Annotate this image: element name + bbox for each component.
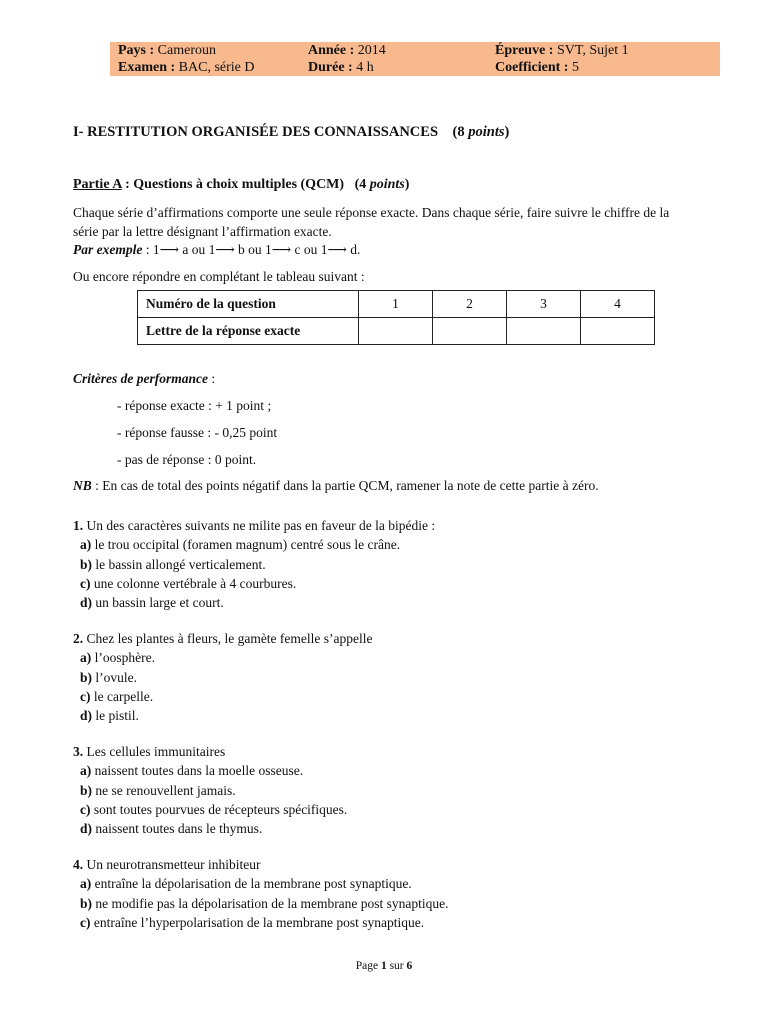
criteria-item: - réponse fausse : - 0,25 point: [117, 425, 278, 440]
instructions-paragraph: Chaque série d’affirmations comporte une seule réponse exacte. Dans chaque série, faire suivre le chiffre de la série par la lettre désignant l’affirmation exacte.: [73, 205, 670, 239]
option-d[interactable]: d) un bassin large et court.: [80, 595, 224, 611]
example-line: Par exemple : 1⟶ a ou 1⟶ b ou 1⟶ c ou 1⟶ d.: [73, 242, 361, 257]
table-intro: Ou encore répondre en complétant le tableau suivant :: [73, 269, 365, 284]
option-b[interactable]: b) l’ovule.: [80, 669, 138, 685]
option-a[interactable]: a) entraîne la dépolarisation de la membrane post synaptique.: [80, 876, 412, 892]
option-c[interactable]: c) sont toutes pourvues de récepteurs spécifiques.: [80, 801, 348, 817]
question-number-cell: 4: [581, 291, 655, 318]
answer-cell[interactable]: [433, 318, 507, 345]
criteria-item: - réponse exacte : + 1 point ;: [117, 398, 272, 413]
question-stem: 1. Un des caractères suivants ne milite pas en faveur de la bipédie :: [73, 518, 436, 533]
question-4: [73, 855, 449, 932]
option-a[interactable]: a) naissent toutes dans la moelle osseuse.: [80, 763, 304, 779]
question-stem: 3. Les cellules immunitaires: [73, 744, 226, 759]
option-a[interactable]: a) l’oosphère.: [80, 650, 155, 666]
question-stem: 2. Chez les plantes à fleurs, le gamète femelle s’appelle: [73, 631, 373, 646]
header-pays: Pays : Cameroun: [118, 43, 216, 58]
question-number-cell: 2: [433, 291, 507, 318]
header-epreuve: Épreuve : SVT, Sujet 1: [495, 43, 629, 58]
question-number-cell: 1: [359, 291, 433, 318]
option-c[interactable]: c) le carpelle.: [80, 688, 154, 704]
section-title: I- RESTITUTION ORGANISÉE DES CONNAISSANCES (8 points): [73, 124, 510, 140]
option-a[interactable]: a) le trou occipital (foramen magnum) centré sous le crâne.: [80, 537, 401, 553]
criteria-item: - pas de réponse : 0 point.: [117, 452, 257, 467]
option-c[interactable]: c) entraîne l’hyperpolarisation de la membrane post synaptique.: [80, 914, 425, 930]
header-band: [110, 42, 720, 76]
table-header-cell: Numéro de la question: [138, 291, 359, 318]
answer-cell[interactable]: [359, 318, 433, 345]
option-b[interactable]: b) le bassin allongé verticalement.: [80, 556, 266, 572]
option-b[interactable]: b) ne modifie pas la dépolarisation de la membrane post synaptique.: [80, 895, 449, 911]
page-footer: Page 1 sur 6: [355, 960, 413, 972]
part-a-title: Partie A : Questions à choix multiples (QCM) (4 points): [73, 177, 410, 192]
answer-cell[interactable]: [581, 318, 655, 345]
answer-table: [137, 290, 655, 345]
option-d[interactable]: d) le pistil.: [80, 708, 139, 724]
question-stem: 4. Un neurotransmetteur inhibiteur: [73, 857, 261, 872]
answer-cell[interactable]: [507, 318, 581, 345]
criteria-title: Critères de performance :: [73, 371, 216, 386]
question-number-cell: 3: [507, 291, 581, 318]
option-b[interactable]: b) ne se renouvellent jamais.: [80, 782, 236, 798]
header-examen: Examen : BAC, série D: [118, 60, 255, 75]
question-2: [73, 629, 373, 725]
table-header-cell: Lettre de la réponse exacte: [138, 318, 359, 345]
header-annee: Année : 2014: [308, 43, 386, 58]
question-1: [73, 516, 435, 612]
header-coefficient: Coefficient : 5: [495, 60, 579, 75]
option-c[interactable]: c) une colonne vertébrale à 4 courbures.: [80, 575, 297, 591]
option-d[interactable]: d) naissent toutes dans le thymus.: [80, 821, 263, 837]
nb-note: NB : En cas de total des points négatif dans la partie QCM, ramener la note de cette partie à zéro.: [73, 478, 599, 493]
question-3: [73, 742, 347, 838]
table-row: [138, 291, 655, 318]
table-row: [138, 318, 655, 345]
header-duree: Durée : 4 h: [308, 60, 374, 75]
